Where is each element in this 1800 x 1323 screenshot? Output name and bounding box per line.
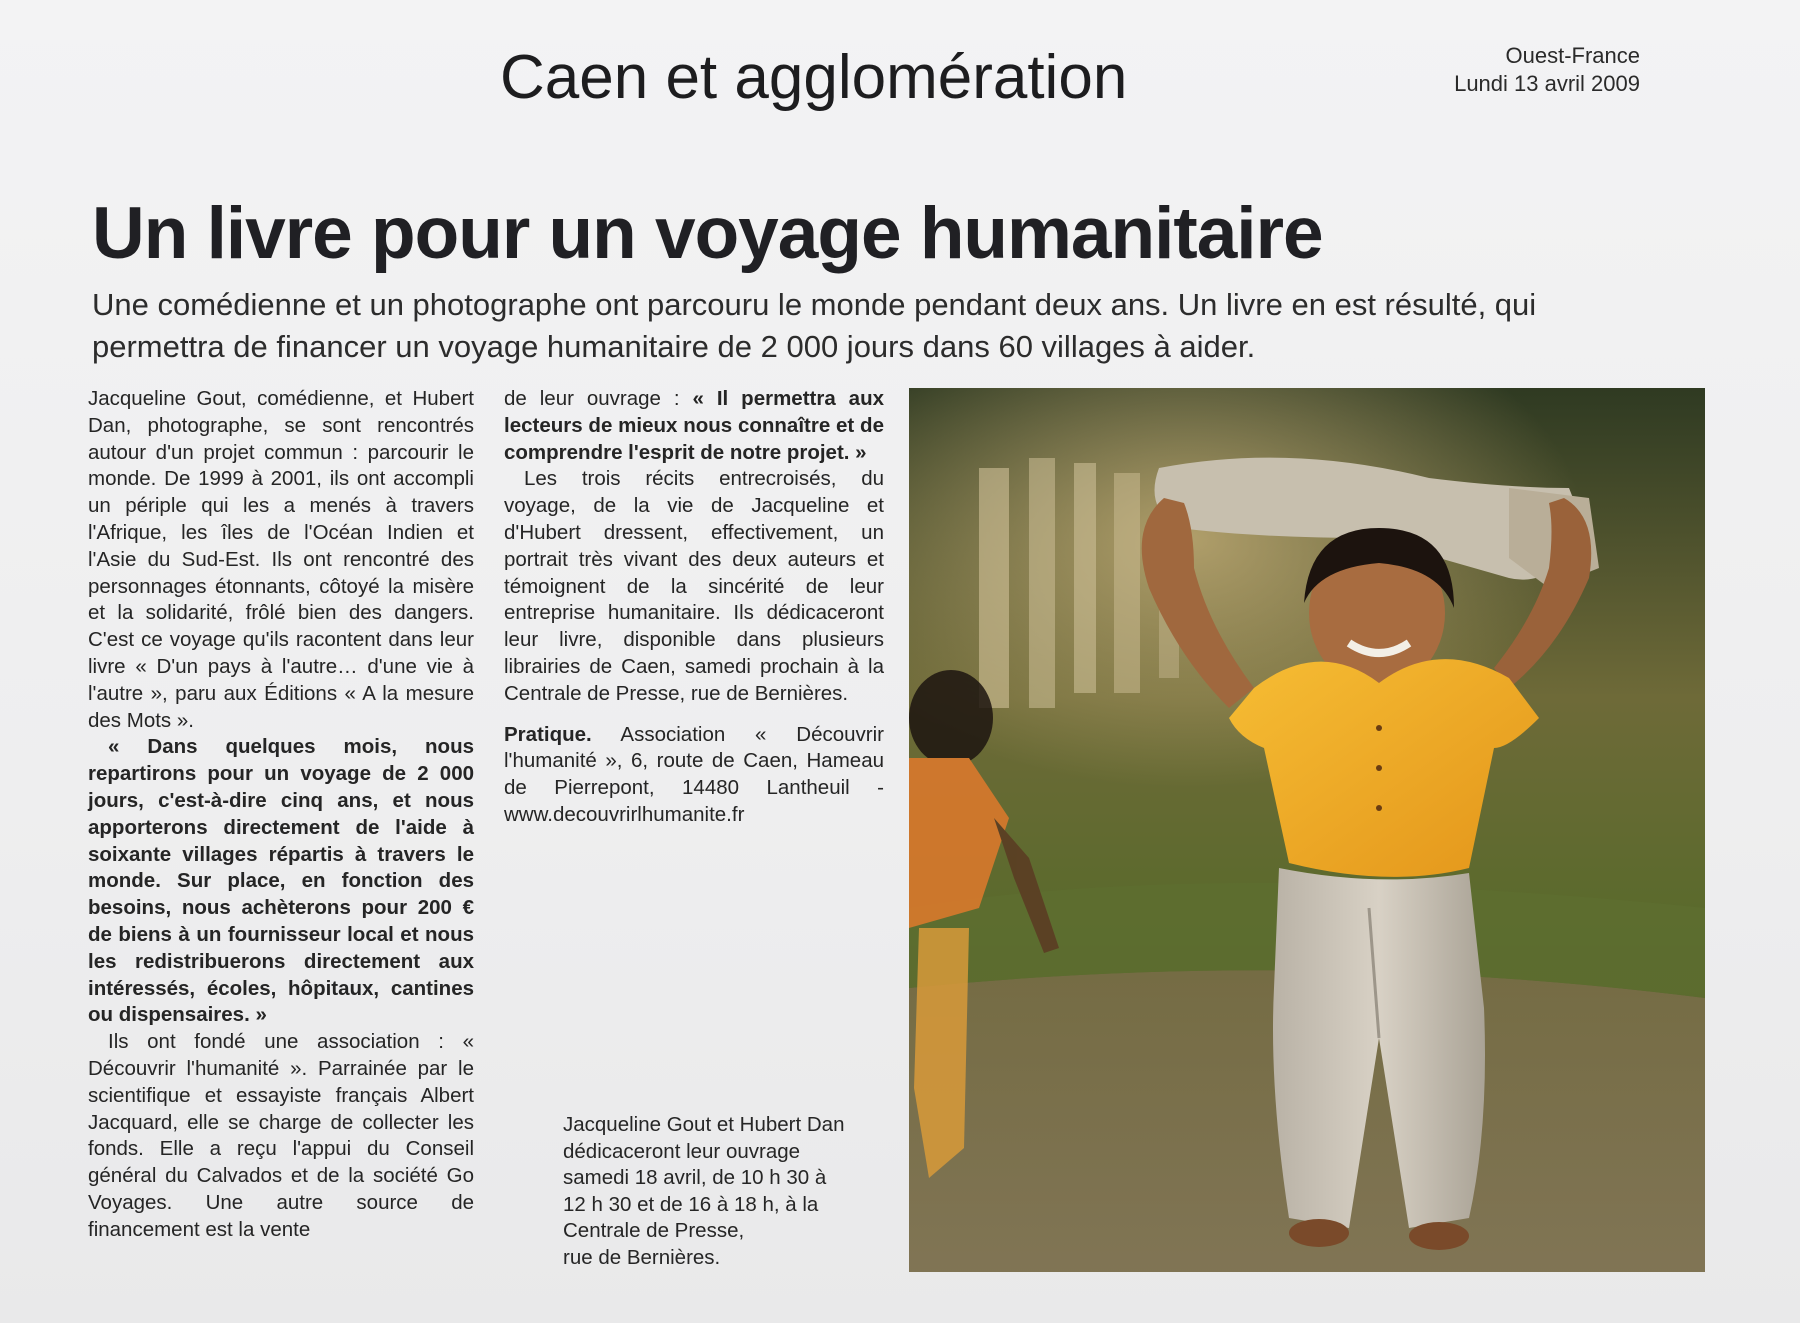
article-lead: Une comédienne et un photographe ont parcouru le monde pendant deux ans. Un livre en est résulté, qui permettra de financer un voyage humanitaire de 2 000 jours dans 60 villages à aider.	[92, 287, 1537, 364]
photo-girl-running	[909, 388, 1705, 1272]
article-column-2	[504, 386, 884, 829]
practical-text: Association « Découvrir l'humanité », 6, route de Caen, Hameau de Pierrepont, 14480 Lantheuil - www.decouvrirlhumanite.fr	[504, 722, 884, 826]
publication-date: Lundi 13 avril 2009	[1454, 71, 1640, 96]
paragraph-2-quote: « Dans quelques mois, nous repartirons pour un voyage de 2 000 jours, c'est-à-dire cinq ans, et nous apporterons directement de l'aide à soixante villages répartis à travers le monde. Sur place, en fonction des besoins, nous achèterons pour 200 € de biens à un fournisseur local et nous les redistribuerons directement aux intéressés, écoles, hôpitaux, cantines ou dispensaires. »	[88, 735, 474, 1027]
caption-line: 12 h 30 et de 16 à 18 h, à la	[563, 1192, 819, 1216]
paragraph-4	[504, 386, 884, 466]
article-headline: Un livre pour un voyage humanitaire	[92, 193, 1323, 274]
paragraph-4-quote: « Il permettra aux lecteurs de mieux nous connaître et de comprendre l'esprit de notre projet. »	[504, 387, 885, 464]
newspaper-name: Ouest-France	[1505, 43, 1640, 68]
section-title: Caen et agglomération	[500, 43, 1128, 112]
paragraph-3: Ils ont fondé une association : « Découvrir l'humanité ». Parrainée par le scientifique et essayiste français Albert Jacquard, elle se charge de collecter les fonds. Elle a reçu l'appui du Conseil général du Calvados et de la société Go Voyages. Une autre source de financement est la vente	[88, 1030, 474, 1241]
photo-caption	[563, 1112, 883, 1272]
paragraph-1: Jacqueline Gout, comédienne, et Hubert Dan, photographe, se sont rencontrés autour d'un projet commun : parcourir le monde. De 1999 à 2001, ils ont accompli un périple qui les a menés à travers l'Afrique, les îles de l'Océan Indien et l'Asie du Sud-Est. Ils ont rencontré des personnages étonnants, côtoyé la misère et la solidarité, frôlé bien des dangers. C'est ce voyage qu'ils racontent dans leur livre « D'un pays à l'autre… d'une vie à l'autre », paru aux Éditions « A la mesure des Mots ».	[88, 387, 474, 732]
caption-line: dédicaceront leur ouvrage	[563, 1139, 801, 1163]
caption-line: samedi 18 avril, de 10 h 30 à	[563, 1166, 827, 1190]
caption-line: rue de Bernières.	[563, 1245, 721, 1269]
paragraph-4-start: de leur ouvrage :	[504, 387, 693, 410]
masthead	[1454, 42, 1640, 98]
practical-label: Pratique.	[504, 722, 592, 746]
paragraph-5: Les trois récits entrecroisés, du voyage, de la vie de Jacqueline et d'Hubert dressent, effectivement, un portrait très vivant des deux auteurs et témoignent de la sincérité de leur entreprise humanitaire. Ils dédicaceront leur livre, disponible dans plusieurs librairies de Caen, samedi prochain à la Centrale de Presse, rue de Bernières.	[504, 467, 884, 705]
article-column-1	[88, 386, 474, 1244]
practical-info	[504, 722, 884, 829]
article-photo	[909, 388, 1705, 1272]
caption-line: Centrale de Presse,	[563, 1219, 745, 1243]
caption-line: Jacqueline Gout et Hubert Dan	[563, 1113, 845, 1136]
